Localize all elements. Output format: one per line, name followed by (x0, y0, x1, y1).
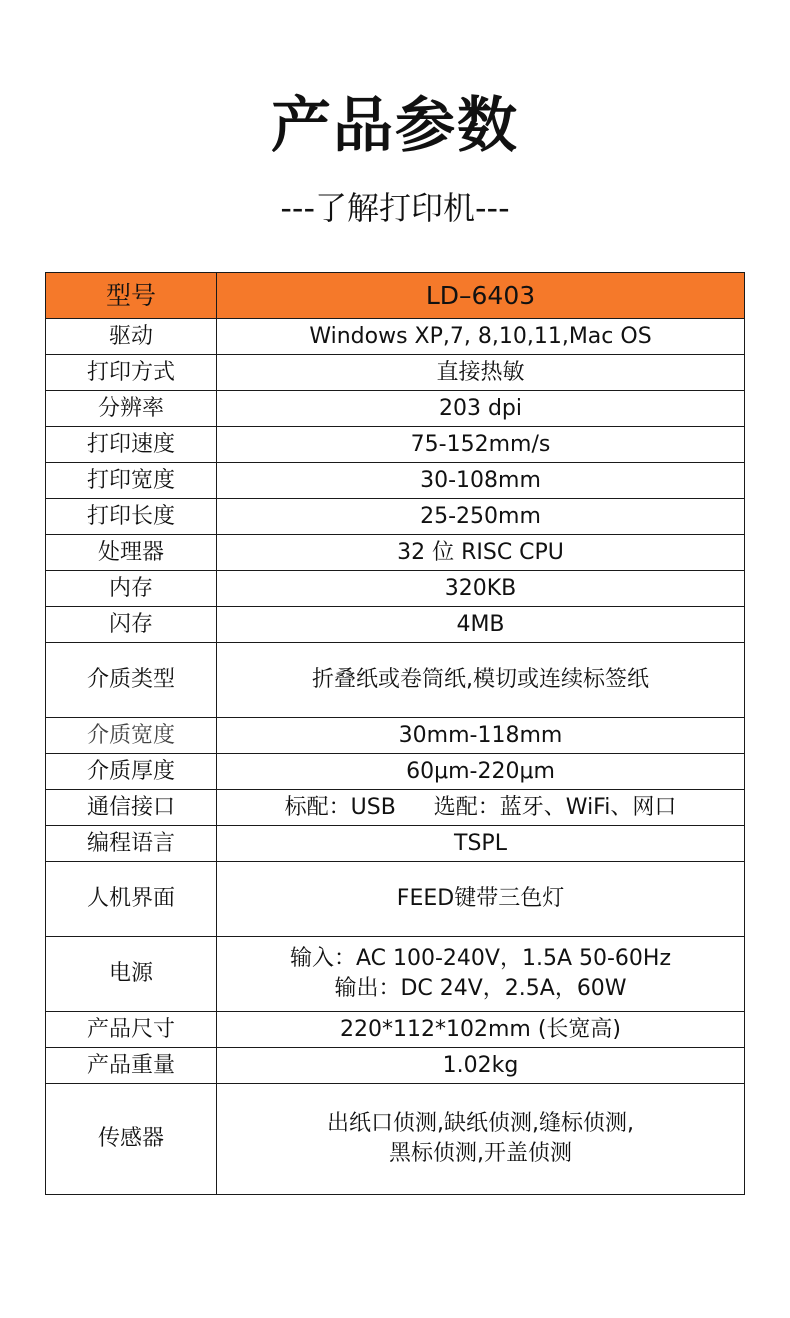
spec-label: 打印方式 (46, 355, 217, 391)
spec-value: 30-108mm (217, 463, 745, 499)
spec-label: 打印长度 (46, 499, 217, 535)
spec-label: 编程语言 (46, 826, 217, 862)
spec-label: 人机界面 (46, 862, 217, 937)
table-row (46, 754, 745, 790)
table-row (46, 427, 745, 463)
spec-label: 传感器 (46, 1084, 217, 1195)
table-row (46, 355, 745, 391)
spec-value: 320KB (217, 571, 745, 607)
spec-label: 分辨率 (46, 391, 217, 427)
spec-value (217, 790, 745, 826)
table-header-row (46, 273, 745, 319)
table-row (46, 1012, 745, 1048)
spec-label: 介质宽度 (46, 718, 217, 754)
spec-value (217, 937, 745, 1012)
sensor-line-1: 出纸口侦测,缺纸侦测,缝标侦测, (327, 1111, 634, 1136)
spec-label: 处理器 (46, 535, 217, 571)
spec-value: 75-152mm/s (217, 427, 745, 463)
spec-label: 介质厚度 (46, 754, 217, 790)
interface-optional: 选配：蓝牙、WiFi、网口 (433, 794, 677, 820)
power-output-line: 输出：DC 24V，2.5A，60W (334, 976, 627, 1001)
model-value: LD–6403 (217, 273, 745, 319)
table-row (46, 463, 745, 499)
page-subtitle: ---了解打印机--- (280, 189, 510, 227)
spec-value: 203 dpi (217, 391, 745, 427)
table-row (46, 319, 745, 355)
table-row (46, 937, 745, 1012)
model-label: 型号 (46, 273, 217, 319)
spec-value: Windows XP,7, 8,10,11,Mac OS (217, 319, 745, 355)
spec-value: 30mm-118mm (217, 718, 745, 754)
table-row (46, 790, 745, 826)
spec-value: 25-250mm (217, 499, 745, 535)
spec-table (45, 272, 745, 1195)
spec-label: 驱动 (46, 319, 217, 355)
table-row (46, 571, 745, 607)
spec-value: 4MB (217, 607, 745, 643)
interface-standard: 标配：USB (284, 794, 396, 820)
spec-label: 电源 (46, 937, 217, 1012)
spec-label: 产品重量 (46, 1048, 217, 1084)
sensor-line-2: 黑标侦测,开盖侦测 (389, 1141, 572, 1166)
spec-value: 32 位 RISC CPU (217, 535, 745, 571)
page-title: 产品参数 (271, 91, 519, 161)
table-row (46, 862, 745, 937)
table-row (46, 607, 745, 643)
spec-value: 直接热敏 (217, 355, 745, 391)
table-row (46, 643, 745, 718)
spec-value: FEED键带三色灯 (217, 862, 745, 937)
table-row (46, 1048, 745, 1084)
spec-label: 内存 (46, 571, 217, 607)
spec-value: 60μm-220μm (217, 754, 745, 790)
spec-value: 1.02kg (217, 1048, 745, 1084)
spec-value (217, 1084, 745, 1195)
table-row (46, 1084, 745, 1195)
table-row (46, 826, 745, 862)
spec-value: TSPL (217, 826, 745, 862)
spec-label: 介质类型 (46, 643, 217, 718)
spec-label: 打印速度 (46, 427, 217, 463)
spec-label: 打印宽度 (46, 463, 217, 499)
spec-value: 220*112*102mm (长宽高) (217, 1012, 745, 1048)
spec-value: 折叠纸或卷筒纸,模切或连续标签纸 (217, 643, 745, 718)
table-row (46, 535, 745, 571)
spec-label: 闪存 (46, 607, 217, 643)
spec-label: 通信接口 (46, 790, 217, 826)
table-row (46, 499, 745, 535)
table-row (46, 391, 745, 427)
power-input-line: 输入：AC 100-240V，1.5A 50-60Hz (289, 946, 672, 971)
spec-label: 产品尺寸 (46, 1012, 217, 1048)
table-row (46, 718, 745, 754)
